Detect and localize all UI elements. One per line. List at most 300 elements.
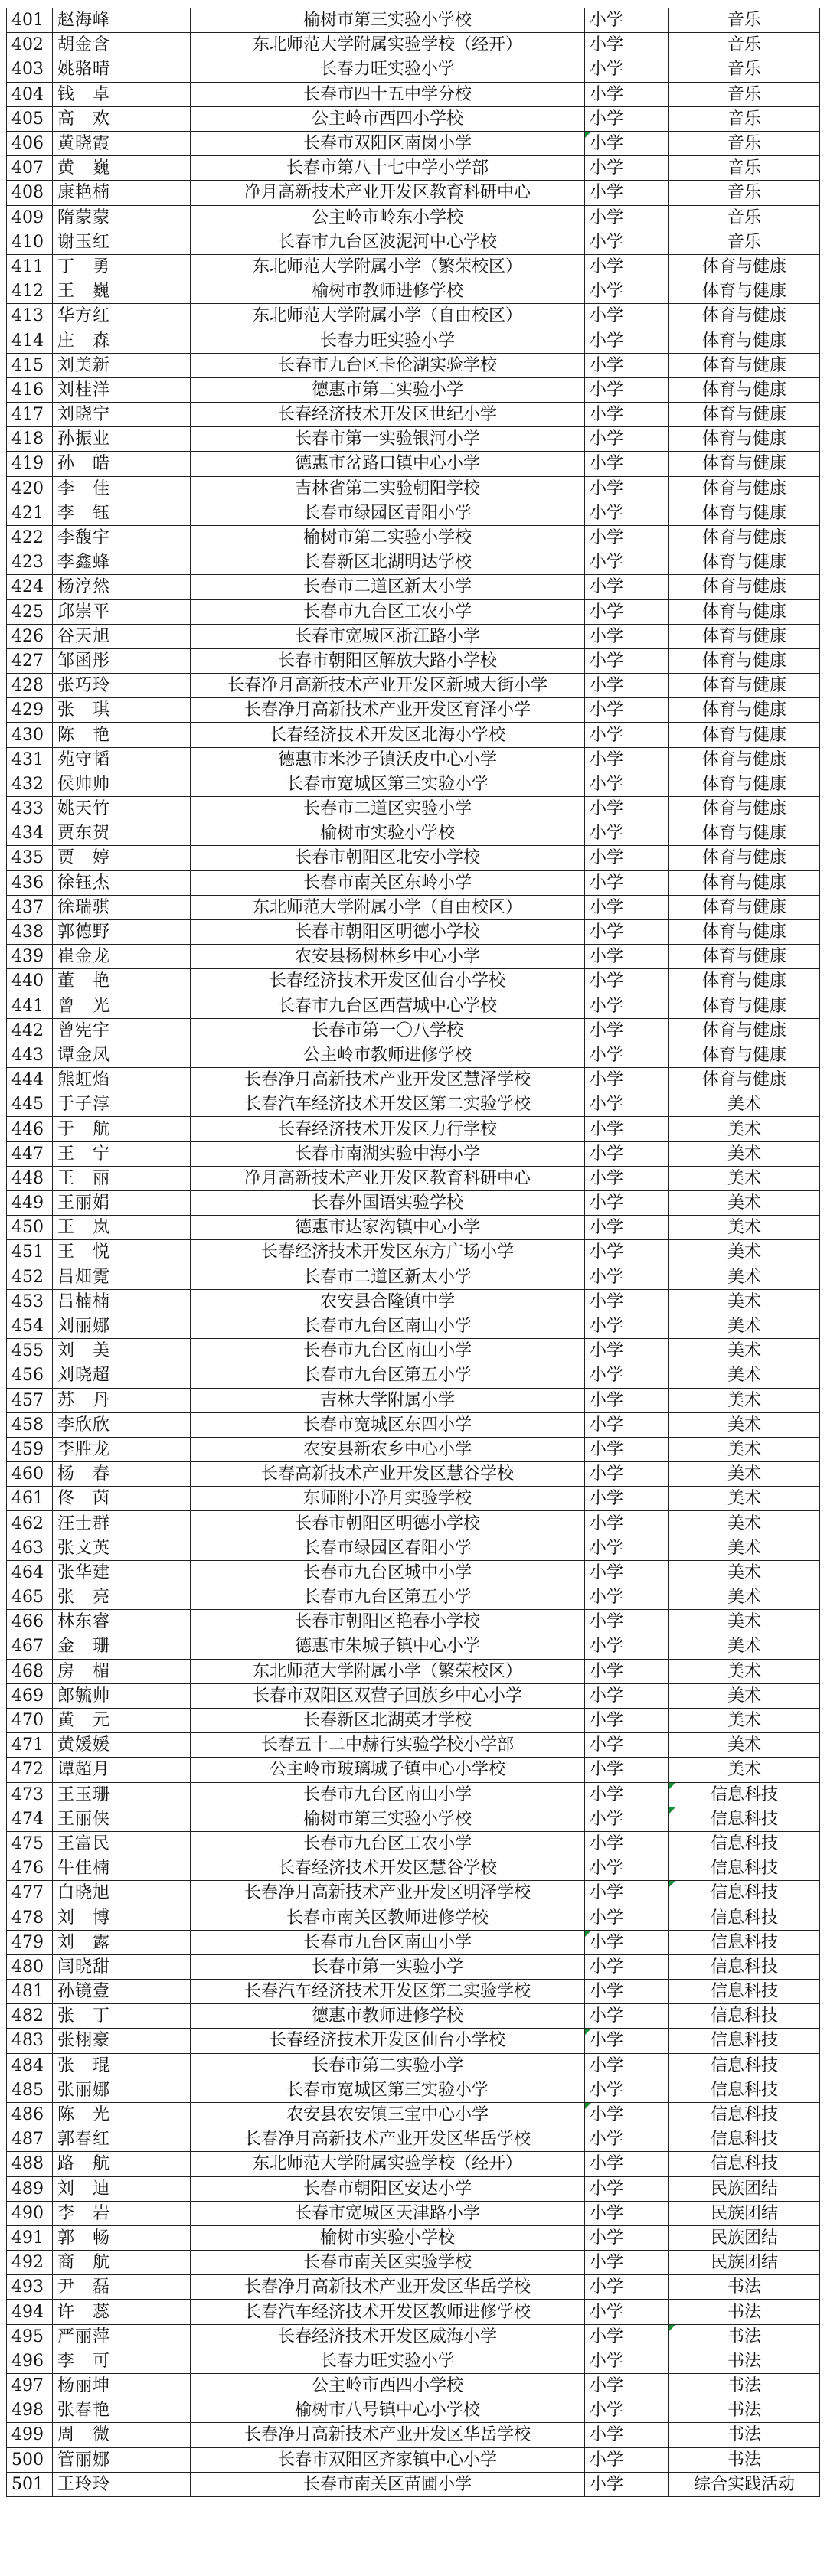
teacher-name-cell: 陈 艳 [53, 723, 191, 747]
teacher-name-cell: 王 丽 [53, 1166, 191, 1190]
subject-cell: 体育与健康 [669, 797, 820, 821]
row-number-cell: 490 [7, 2201, 53, 2225]
table-row [7, 1068, 820, 1092]
table-row [7, 1117, 820, 1141]
school-level-cell: 小学 [585, 1856, 669, 1881]
school-level-cell: 小学 [585, 1437, 669, 1461]
teacher-name-cell: 王 宁 [53, 1141, 191, 1166]
school-level-cell: 小学 [585, 1487, 669, 1511]
subject-cell: 体育与健康 [669, 994, 820, 1018]
school-level-cell: 小学 [585, 57, 669, 82]
school-name-cell: 长春市二道区实验小学 [191, 797, 585, 821]
table-row [7, 2275, 820, 2300]
school-level-cell: 小学 [585, 279, 669, 304]
teacher-name-cell: 侯帅帅 [53, 772, 191, 796]
row-number-cell: 424 [7, 575, 53, 599]
school-name-cell: 东师附小净月实验学校 [191, 1487, 585, 1511]
table-row [7, 2300, 820, 2324]
subject-cell: 体育与健康 [669, 476, 820, 501]
school-name-cell: 德惠市朱城子镇中心小学 [191, 1634, 585, 1659]
school-level-cell: 小学 [585, 476, 669, 501]
subject-cell: 美术 [669, 1659, 820, 1683]
subject-cell: 美术 [669, 1388, 820, 1412]
subject-cell: 音乐 [669, 33, 820, 57]
school-level-cell: 小学 [585, 1412, 669, 1437]
row-number-cell: 427 [7, 648, 53, 673]
row-number-cell: 494 [7, 2300, 53, 2324]
teacher-name-cell: 闫晓甜 [53, 1954, 191, 1979]
table-row [7, 8, 820, 33]
table-row [7, 1043, 820, 1067]
subject-cell: 体育与健康 [669, 919, 820, 944]
school-level-cell: 小学 [585, 1659, 669, 1683]
school-name-cell: 长春市南关区教师进修学校 [191, 1905, 585, 1930]
table-row [7, 1905, 820, 1930]
table-row [7, 648, 820, 673]
row-number-cell: 470 [7, 1708, 53, 1732]
row-number-cell: 465 [7, 1585, 53, 1610]
teacher-name-cell: 牛佳楠 [53, 1856, 191, 1881]
teacher-name-cell: 华方红 [53, 304, 191, 328]
row-number-cell: 467 [7, 1634, 53, 1659]
table-row [7, 1487, 820, 1511]
teacher-name-cell: 王丽娟 [53, 1191, 191, 1216]
school-level-cell: 小学 [585, 1733, 669, 1758]
teacher-name-cell: 李 可 [53, 2349, 191, 2373]
subject-cell: 美术 [669, 1683, 820, 1708]
table-row [7, 1412, 820, 1437]
school-level-cell: 小学 [585, 1191, 669, 1216]
table-row [7, 1930, 820, 1954]
table-row [7, 2225, 820, 2250]
table-row [7, 2447, 820, 2472]
table-row [7, 723, 820, 747]
teacher-name-cell: 李 岩 [53, 2201, 191, 2225]
school-level-cell: 小学 [585, 8, 669, 33]
school-level-cell: 小学 [585, 575, 669, 599]
row-number-cell: 446 [7, 1117, 53, 1141]
teacher-name-cell: 苏 丹 [53, 1388, 191, 1412]
subject-cell: 体育与健康 [669, 698, 820, 723]
subject-cell: 书法 [669, 2300, 820, 2324]
subject-cell: 书法 [669, 2349, 820, 2373]
subject-cell: 美术 [669, 1289, 820, 1314]
table-row [7, 870, 820, 895]
subject-cell: 书法 [669, 2374, 820, 2398]
school-name-cell: 德惠市达家沟镇中心小学 [191, 1216, 585, 1240]
subject-cell: 体育与健康 [669, 624, 820, 648]
table-row [7, 476, 820, 501]
school-level-cell: 小学 [585, 994, 669, 1018]
school-name-cell: 德惠市教师进修学校 [191, 2004, 585, 2029]
row-number-cell: 422 [7, 525, 53, 550]
subject-cell: 体育与健康 [669, 648, 820, 673]
school-level-cell: 小学 [585, 2029, 669, 2053]
school-name-cell: 长春市九台区西营城中心学校 [191, 994, 585, 1018]
row-number-cell: 486 [7, 2102, 53, 2127]
table-row [7, 501, 820, 525]
teacher-name-cell: 杨丽坤 [53, 2374, 191, 2398]
school-name-cell: 长春净月高新技术产业开发区明泽学校 [191, 1881, 585, 1905]
subject-cell: 美术 [669, 1585, 820, 1610]
school-level-cell: 小学 [585, 328, 669, 353]
subject-cell: 美术 [669, 1314, 820, 1338]
subject-cell: 体育与健康 [669, 452, 820, 476]
table-row [7, 1166, 820, 1190]
subject-cell: 美术 [669, 1412, 820, 1437]
school-level-cell: 小学 [585, 1289, 669, 1314]
subject-cell: 信息科技 [669, 2004, 820, 2029]
school-level-cell: 小学 [585, 2176, 669, 2201]
school-level-cell: 小学 [585, 550, 669, 575]
school-level-cell: 小学 [585, 1905, 669, 1930]
table-row [7, 1339, 820, 1363]
table-row [7, 1758, 820, 1782]
row-number-cell: 482 [7, 2004, 53, 2029]
teacher-name-cell: 吕畑霓 [53, 1265, 191, 1289]
table-row [7, 82, 820, 106]
school-level-cell: 小学 [585, 2275, 669, 2300]
table-row [7, 2176, 820, 2201]
teacher-name-cell: 郎毓帅 [53, 1683, 191, 1708]
subject-cell: 美术 [669, 1437, 820, 1461]
school-name-cell: 长春市第一实验小学 [191, 1954, 585, 1979]
table-row [7, 1462, 820, 1487]
teacher-name-cell: 陈 光 [53, 2102, 191, 2127]
table-row [7, 156, 820, 181]
school-name-cell: 长春市二道区新太小学 [191, 1265, 585, 1289]
row-number-cell: 418 [7, 427, 53, 452]
subject-cell: 体育与健康 [669, 599, 820, 624]
school-level-cell: 小学 [585, 205, 669, 230]
subject-cell: 体育与健康 [669, 328, 820, 353]
school-name-cell: 长春市第一〇八学校 [191, 1018, 585, 1043]
row-number-cell: 489 [7, 2176, 53, 2201]
teacher-name-cell: 曾宪宇 [53, 1018, 191, 1043]
subject-cell: 音乐 [669, 230, 820, 254]
school-name-cell: 长春力旺实验小学 [191, 57, 585, 82]
teacher-name-cell: 董 艳 [53, 969, 191, 994]
school-level-cell: 小学 [585, 1610, 669, 1634]
subject-cell: 体育与健康 [669, 377, 820, 402]
subject-cell: 美术 [669, 1462, 820, 1487]
table-row [7, 846, 820, 870]
teacher-name-cell: 贾东贺 [53, 821, 191, 846]
subject-cell: 民族团结 [669, 2251, 820, 2275]
school-level-cell: 小学 [585, 895, 669, 919]
school-level-cell: 小学 [585, 525, 669, 550]
subject-cell: 体育与健康 [669, 254, 820, 279]
school-level-cell: 小学 [585, 2398, 669, 2423]
subject-cell: 体育与健康 [669, 525, 820, 550]
school-name-cell: 长春市朝阳区明德小学校 [191, 919, 585, 944]
school-name-cell: 长春经济技术开发区力行学校 [191, 1117, 585, 1141]
school-level-cell: 小学 [585, 131, 669, 155]
table-row [7, 2102, 820, 2127]
subject-cell: 信息科技 [669, 1831, 820, 1856]
table-row [7, 2324, 820, 2349]
table-row [7, 1314, 820, 1338]
school-level-cell: 小学 [585, 353, 669, 377]
school-level-cell: 小学 [585, 1782, 669, 1807]
teacher-name-cell: 贾 婷 [53, 846, 191, 870]
subject-cell: 书法 [669, 2398, 820, 2423]
table-row [7, 674, 820, 698]
subject-cell: 书法 [669, 2324, 820, 2349]
teacher-name-cell: 王 悦 [53, 1240, 191, 1265]
school-level-cell: 小学 [585, 452, 669, 476]
school-level-cell: 小学 [585, 1881, 669, 1905]
row-number-cell: 488 [7, 2152, 53, 2176]
table-row [7, 353, 820, 377]
teacher-name-cell: 吕楠楠 [53, 1289, 191, 1314]
row-number-cell: 483 [7, 2029, 53, 2053]
school-level-cell: 小学 [585, 156, 669, 181]
subject-cell: 体育与健康 [669, 1068, 820, 1092]
school-level-cell: 小学 [585, 1314, 669, 1338]
teacher-name-cell: 赵海峰 [53, 8, 191, 33]
school-level-cell: 小学 [585, 82, 669, 106]
school-name-cell: 长春经济技术开发区世纪小学 [191, 403, 585, 427]
school-name-cell: 长春经济技术开发区北海小学校 [191, 723, 585, 747]
table-row [7, 1733, 820, 1758]
teacher-name-cell: 苑守韬 [53, 747, 191, 772]
subject-cell: 体育与健康 [669, 969, 820, 994]
subject-cell: 美术 [669, 1560, 820, 1585]
subject-cell: 音乐 [669, 131, 820, 155]
school-name-cell: 长春市宽城区第三实验小学 [191, 772, 585, 796]
school-name-cell: 长春市九台区工农小学 [191, 1831, 585, 1856]
teacher-name-cell: 谷天旭 [53, 624, 191, 648]
school-name-cell: 长春市宽城区东四小学 [191, 1412, 585, 1437]
school-level-cell: 小学 [585, 919, 669, 944]
school-name-cell: 长春力旺实验小学 [191, 328, 585, 353]
school-name-cell: 长春高新技术产业开发区慧谷学校 [191, 1462, 585, 1487]
row-number-cell: 421 [7, 501, 53, 525]
school-name-cell: 长春市九台区波泥河中心学校 [191, 230, 585, 254]
school-level-cell: 小学 [585, 747, 669, 772]
school-level-cell: 小学 [585, 304, 669, 328]
table-row [7, 230, 820, 254]
table-row [7, 403, 820, 427]
row-number-cell: 431 [7, 747, 53, 772]
table-row [7, 131, 820, 155]
table-row [7, 821, 820, 846]
school-level-cell: 小学 [585, 1240, 669, 1265]
school-level-cell: 小学 [585, 2423, 669, 2447]
table-row [7, 1240, 820, 1265]
school-name-cell: 长春净月高新技术产业开发区华岳学校 [191, 2275, 585, 2300]
row-number-cell: 491 [7, 2225, 53, 2250]
subject-cell: 书法 [669, 2275, 820, 2300]
school-level-cell: 小学 [585, 1758, 669, 1782]
row-number-cell: 455 [7, 1339, 53, 1363]
school-level-cell: 小学 [585, 2078, 669, 2102]
teacher-name-cell: 郭春红 [53, 2127, 191, 2152]
school-level-cell: 小学 [585, 1560, 669, 1585]
row-number-cell: 450 [7, 1216, 53, 1240]
row-number-cell: 433 [7, 797, 53, 821]
school-level-cell: 小学 [585, 1585, 669, 1610]
teacher-name-cell: 金 珊 [53, 1634, 191, 1659]
school-name-cell: 德惠市第二实验小学 [191, 377, 585, 402]
school-name-cell: 长春力旺实验小学 [191, 2349, 585, 2373]
teacher-name-cell: 姚骆晴 [53, 57, 191, 82]
teacher-name-cell: 康艳楠 [53, 181, 191, 205]
subject-cell: 信息科技 [669, 1905, 820, 1930]
school-name-cell: 长春五十二中赫行实验学校小学部 [191, 1733, 585, 1758]
table-row [7, 2251, 820, 2275]
teacher-name-cell: 李欣欣 [53, 1412, 191, 1437]
table-row [7, 1536, 820, 1560]
row-number-cell: 492 [7, 2251, 53, 2275]
school-name-cell: 长春市第二实验小学 [191, 2053, 585, 2078]
school-level-cell: 小学 [585, 624, 669, 648]
school-level-cell: 小学 [585, 254, 669, 279]
table-row [7, 945, 820, 969]
subject-cell: 信息科技 [669, 2127, 820, 2152]
teacher-name-cell: 崔金龙 [53, 945, 191, 969]
school-level-cell: 小学 [585, 1954, 669, 1979]
school-level-cell: 小学 [585, 1141, 669, 1166]
table-row [7, 1659, 820, 1683]
row-number-cell: 485 [7, 2078, 53, 2102]
teacher-name-cell: 王玲玲 [53, 2472, 191, 2496]
school-name-cell: 长春市九台区城中小学 [191, 1560, 585, 1585]
table-row [7, 1585, 820, 1610]
row-number-cell: 407 [7, 156, 53, 181]
school-level-cell: 小学 [585, 2447, 669, 2472]
school-level-cell: 小学 [585, 648, 669, 673]
row-number-cell: 401 [7, 8, 53, 33]
school-name-cell: 公主岭市教师进修学校 [191, 1043, 585, 1067]
teacher-name-cell: 管丽娜 [53, 2447, 191, 2472]
school-name-cell: 长春市宽城区天津路小学 [191, 2201, 585, 2225]
row-number-cell: 412 [7, 279, 53, 304]
school-name-cell: 长春外国语实验学校 [191, 1191, 585, 1216]
school-level-cell: 小学 [585, 1683, 669, 1708]
school-name-cell: 长春净月高新技术产业开发区华岳学校 [191, 2127, 585, 2152]
teacher-name-cell: 张文英 [53, 1536, 191, 1560]
row-number-cell: 432 [7, 772, 53, 796]
row-number-cell: 417 [7, 403, 53, 427]
table-row [7, 1289, 820, 1314]
table-row [7, 304, 820, 328]
school-name-cell: 东北师范大学附属小学（繁荣校区） [191, 254, 585, 279]
row-number-cell: 468 [7, 1659, 53, 1683]
table-row [7, 747, 820, 772]
row-number-cell: 469 [7, 1683, 53, 1708]
teacher-name-cell: 汪士群 [53, 1511, 191, 1536]
subject-cell: 美术 [669, 1166, 820, 1190]
school-name-cell: 吉林大学附属小学 [191, 1388, 585, 1412]
row-number-cell: 403 [7, 57, 53, 82]
subject-cell: 体育与健康 [669, 674, 820, 698]
school-name-cell: 长春市九台区南山小学 [191, 1930, 585, 1954]
school-level-cell: 小学 [585, 1092, 669, 1117]
school-level-cell: 小学 [585, 181, 669, 205]
school-level-cell: 小学 [585, 1980, 669, 2004]
school-name-cell: 长春经济技术开发区威海小学 [191, 2324, 585, 2349]
subject-cell: 体育与健康 [669, 279, 820, 304]
table-row [7, 1141, 820, 1166]
school-name-cell: 长春市南关区东岭小学 [191, 870, 585, 895]
table-row [7, 205, 820, 230]
teacher-name-cell: 刘 美 [53, 1339, 191, 1363]
school-level-cell: 小学 [585, 377, 669, 402]
row-number-cell: 477 [7, 1881, 53, 1905]
subject-cell: 信息科技 [669, 1856, 820, 1881]
teacher-name-cell: 商 航 [53, 2251, 191, 2275]
school-level-cell: 小学 [585, 1068, 669, 1092]
subject-cell: 音乐 [669, 156, 820, 181]
school-level-cell: 小学 [585, 674, 669, 698]
teacher-name-cell: 丁 勇 [53, 254, 191, 279]
teacher-name-cell: 刘 博 [53, 1905, 191, 1930]
teacher-name-cell: 谢玉红 [53, 230, 191, 254]
row-number-cell: 410 [7, 230, 53, 254]
table-row [7, 2472, 820, 2496]
table-row [7, 2349, 820, 2373]
school-level-cell: 小学 [585, 1043, 669, 1067]
school-level-cell: 小学 [585, 106, 669, 131]
school-name-cell: 长春净月高新技术产业开发区新城大街小学 [191, 674, 585, 698]
school-level-cell: 小学 [585, 1930, 669, 1954]
teacher-name-cell: 王 巍 [53, 279, 191, 304]
row-number-cell: 445 [7, 1092, 53, 1117]
school-name-cell: 长春市九台区工农小学 [191, 599, 585, 624]
teacher-name-cell: 刘 迪 [53, 2176, 191, 2201]
subject-cell: 综合实践活动 [669, 2472, 820, 2496]
teacher-name-cell: 李 佳 [53, 476, 191, 501]
school-level-cell: 小学 [585, 698, 669, 723]
row-number-cell: 456 [7, 1363, 53, 1388]
teacher-name-cell: 张丽娜 [53, 2078, 191, 2102]
subject-cell: 美术 [669, 1610, 820, 1634]
row-number-cell: 447 [7, 1141, 53, 1166]
row-number-cell: 436 [7, 870, 53, 895]
teacher-name-cell: 林东睿 [53, 1610, 191, 1634]
row-number-cell: 457 [7, 1388, 53, 1412]
subject-cell: 民族团结 [669, 2176, 820, 2201]
school-level-cell: 小学 [585, 1831, 669, 1856]
teacher-name-cell: 杨 春 [53, 1462, 191, 1487]
teacher-name-cell: 钱 卓 [53, 82, 191, 106]
school-name-cell: 长春经济技术开发区仙台小学校 [191, 969, 585, 994]
subject-cell: 书法 [669, 2447, 820, 2472]
row-number-cell: 402 [7, 33, 53, 57]
row-number-cell: 439 [7, 945, 53, 969]
school-level-cell: 小学 [585, 1166, 669, 1190]
table-row [7, 2398, 820, 2423]
teacher-name-cell: 严丽萍 [53, 2324, 191, 2349]
school-level-cell: 小学 [585, 797, 669, 821]
table-row [7, 969, 820, 994]
row-number-cell: 480 [7, 1954, 53, 1979]
school-level-cell: 小学 [585, 33, 669, 57]
school-name-cell: 长春市绿园区春阳小学 [191, 1536, 585, 1560]
table-row [7, 1807, 820, 1831]
row-number-cell: 484 [7, 2053, 53, 2078]
teacher-name-cell: 佟 茵 [53, 1487, 191, 1511]
subject-cell: 音乐 [669, 57, 820, 82]
school-name-cell: 长春净月高新技术产业开发区育泽小学 [191, 698, 585, 723]
row-number-cell: 406 [7, 131, 53, 155]
subject-cell: 美术 [669, 1511, 820, 1536]
subject-cell: 体育与健康 [669, 747, 820, 772]
table-row [7, 2423, 820, 2447]
row-number-cell: 415 [7, 353, 53, 377]
